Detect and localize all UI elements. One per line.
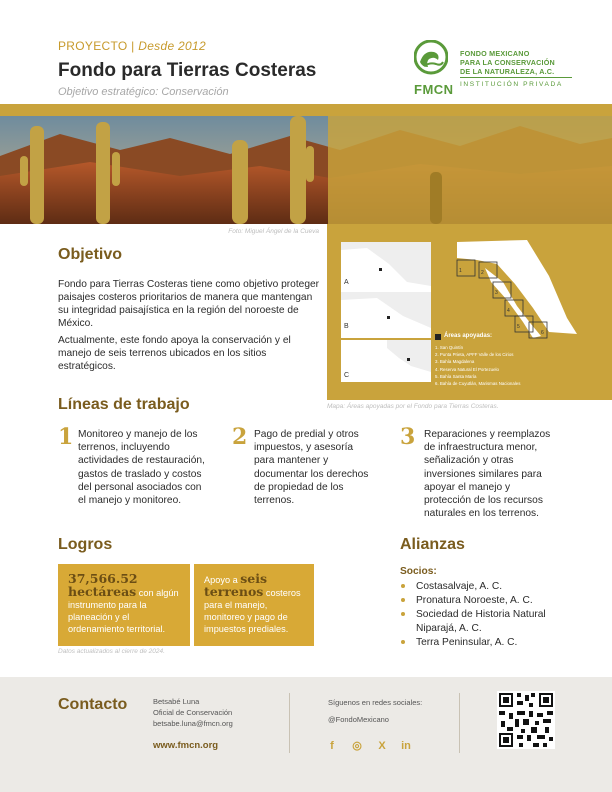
socio-name: Sociedad de Historia Natural Niparajá, A. C. xyxy=(416,609,546,634)
objetivo-paragraph-1: Fondo para Tierras Costeras tiene como objetivo proteger paisajes costeros prioritarios de manera que mantengan su integridad paisajística en la región del noroeste de México. xyxy=(58,279,320,329)
map-inset-3: 3 xyxy=(495,290,498,296)
photo-credit: Foto: Miguel Ángel de la Cueva xyxy=(228,228,319,235)
website-link[interactable]: www.fmcn.org xyxy=(153,740,219,751)
fmcn-logo xyxy=(414,40,574,100)
logo-divider xyxy=(460,77,572,78)
map-label-b: B xyxy=(344,323,349,330)
logo-line-3: DE LA NATURALEZA, A.C. xyxy=(460,67,555,76)
socio-name: Costasalvaje, A. C. xyxy=(416,581,503,592)
linea-number: 2 xyxy=(232,424,248,450)
instagram-icon[interactable]: ◎ xyxy=(352,740,362,752)
logro-text-hectareas: con algún instrumento para la planeación y el ordenamiento territorial. xyxy=(68,588,179,634)
socio-name: Terra Peninsular, A. C. xyxy=(416,636,518,648)
logo-line-1: FONDO MEXICANO xyxy=(460,49,530,58)
socio-item xyxy=(400,580,560,594)
socio-name: Pronatura Noroeste, A. C. xyxy=(416,595,533,606)
banner-photo xyxy=(0,116,612,224)
map-legend-title: Áreas apoyadas: xyxy=(444,333,493,339)
alianzas-heading: Alianzas xyxy=(400,536,465,553)
contact-heading: Contacto xyxy=(58,696,128,713)
x-icon[interactable]: X xyxy=(378,740,386,752)
socios-label: Socios: xyxy=(400,566,437,577)
contact-email[interactable]: betsabe.luna@fmcn.org xyxy=(153,719,233,728)
map-label-a: A xyxy=(344,279,349,286)
contact-role: Oficial de Conservación xyxy=(153,708,233,717)
logro-pre-terrenos: Apoyo a xyxy=(204,575,241,585)
logo-abbreviation: FMCN xyxy=(414,82,454,97)
objetivo-paragraph-2: Actualmente, este fondo apoya la conservación y el manejo de seis terrenos ubicados en los sitios estratégicos. xyxy=(58,335,291,372)
contact-name: Betsabé Luna xyxy=(153,697,200,706)
project-separator: | xyxy=(131,39,135,53)
map-credit: Mapa: Áreas apoyadas por el Fondo para Tierras Costeras. xyxy=(327,403,499,410)
page-title: Fondo para Tierras Costeras xyxy=(58,60,317,81)
header-gold-bar xyxy=(0,104,612,116)
project-word: PROYECTO xyxy=(58,39,128,53)
map-legend-swatch xyxy=(435,334,441,340)
logo-tagline: INSTITUCIÓN PRIVADA xyxy=(460,81,563,88)
map-inset-2: 2 xyxy=(481,270,484,276)
map-legend-list xyxy=(435,344,520,387)
map-inset-1: 1 xyxy=(459,268,462,274)
footer-divider-2 xyxy=(459,693,460,753)
map-legend-item: 3. Bahía Magdalena xyxy=(435,359,475,365)
bullet-icon xyxy=(401,640,405,644)
map-label-c: C xyxy=(344,372,350,379)
bullet-icon xyxy=(401,598,405,602)
map-legend-item: 1. San Quintín xyxy=(435,345,464,350)
socio-item xyxy=(400,594,560,608)
linea-text: Reparaciones y reemplazos de infraestructura menor, señalización y otras inversiones similares para apoyar el manejo y protección de los recursos naturales en los terrenos. xyxy=(424,429,551,520)
lineas-heading: Líneas de trabajo xyxy=(58,396,190,413)
footer-divider-1 xyxy=(289,693,290,753)
cactus-landscape-image xyxy=(0,116,612,224)
facebook-icon[interactable]: f xyxy=(330,740,334,752)
social-label: Síguenos en redes sociales: xyxy=(328,698,423,707)
map-legend-item: 4. Reserva Natural El Portezuelo xyxy=(435,366,499,372)
linea-text: Monitoreo y manejo de los terrenos, incluyendo actividades de restauración, gastos de traslado y costos del personal asociados con el manejo y monitoreo. xyxy=(78,429,205,507)
map-legend-item: 5. Bahía Santa María xyxy=(435,373,477,379)
map-inset-6: 6 xyxy=(541,330,544,336)
footer xyxy=(0,677,612,792)
bullet-icon xyxy=(401,584,405,588)
map-legend-item: 2. Punta Prieta, APFF Valle de los Cirios xyxy=(435,352,514,358)
data-update-note: Datos actualizados al cierre de 2024. xyxy=(58,648,165,655)
socio-item xyxy=(400,608,560,635)
logo-line-2: PARA LA CONSERVACIÓN xyxy=(460,58,555,67)
logro-text-terrenos: costeros para el manejo, monitoreo y pago de impuestos prediales. xyxy=(204,588,301,634)
linea-text: Pago de predial y otros impuestos, y asesoría para mantener y documentar los derechos de propiedad de los terrenos. xyxy=(254,429,369,507)
qr-code[interactable] xyxy=(497,691,555,749)
project-label xyxy=(58,39,206,53)
bullet-icon xyxy=(401,612,405,616)
logros-heading: Logros xyxy=(58,536,113,553)
logro-highlight-hectareas: 37,566.52 hectáreas xyxy=(68,571,138,599)
logro-box-hectareas xyxy=(58,564,190,646)
linea-number: 3 xyxy=(400,424,416,450)
social-handle[interactable]: @FondoMexicano xyxy=(328,715,389,724)
map-panel xyxy=(327,224,612,400)
logro-box-terrenos xyxy=(194,564,314,646)
socio-item xyxy=(400,636,560,650)
map-inset-4: 4 xyxy=(507,308,510,314)
fmcn-wave-icon xyxy=(414,40,448,80)
logro-highlight-terrenos: seis terrenos xyxy=(204,571,268,599)
objetivo-heading: Objetivo xyxy=(58,246,123,263)
map-inset-5: 5 xyxy=(517,324,520,330)
map-legend-item: 6. Bahía de Cuyutlán, Marismas Nacionales xyxy=(435,381,521,387)
linea-number: 1 xyxy=(58,424,74,450)
project-since: Desde 2012 xyxy=(138,39,206,53)
linkedin-icon[interactable]: in xyxy=(401,740,411,752)
socios-list xyxy=(400,580,560,650)
page-subtitle: Objetivo estratégico: Conservación xyxy=(58,86,229,98)
